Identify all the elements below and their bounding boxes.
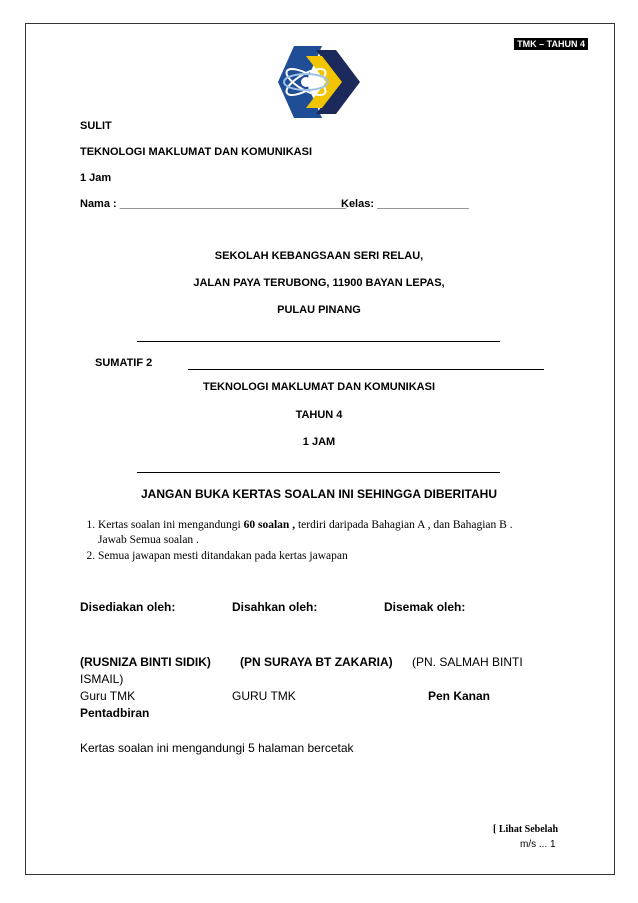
school-state: PULAU PINANG (277, 304, 361, 316)
page-number: m/s ... 1 (520, 839, 556, 850)
approved-by-label: Disahkan oleh: (232, 600, 318, 614)
pages-note: Kertas soalan ini mengandungi 5 halaman bercetak (80, 741, 354, 755)
school-name: SEKOLAH KEBANGSAAN SERI RELAU, (214, 250, 424, 262)
signatory-role-3-cont: Pentadbiran (80, 706, 150, 720)
signatory-role-1: Guru TMK (80, 689, 136, 703)
exam-label: SUMATIF 2 (95, 357, 153, 369)
see-next-page: [ Lihat Sebelah (493, 824, 559, 835)
warning-text: JANGAN BUKA KERTAS SOALAN INI SEHINGGA DIBERITAHU (140, 487, 497, 501)
divider-2 (188, 369, 544, 370)
signatory-role-2: GURU TMK (232, 689, 296, 703)
divider-1 (137, 341, 500, 342)
signatory-role-3: Pen Kanan (428, 689, 491, 703)
prepared-by-label: Disediakan oleh: (80, 600, 176, 614)
class-field: Kelas: _______________ (341, 198, 469, 210)
sulit-label: SULIT (80, 120, 112, 132)
checked-by-label: Disemak oleh: (384, 600, 466, 614)
duration: 1 Jam (80, 172, 112, 184)
exam-time: 1 JAM (302, 436, 336, 448)
subject-title: TEKNOLOGI MAKLUMAT DAN KOMUNIKASI (80, 146, 312, 158)
header-tag: TMK – TAHUN 4 (514, 38, 588, 50)
signatory-name-3: (PN. SALMAH BINTI (412, 655, 523, 669)
name-field: Nama : _____________________________________ (80, 198, 347, 210)
atom-arrow-logo-icon (276, 42, 368, 122)
instruction-item: 2. Semua jawapan mesti ditandakan pada kertas jawapan (98, 549, 538, 564)
exam-year: TAHUN 4 (295, 409, 343, 421)
signatory-name-1: (RUSNIZA BINTI SIDIK) (80, 655, 211, 669)
signatory-name-3-cont: ISMAIL) (80, 672, 124, 686)
instruction-item: 1. Kertas soalan ini mengandungi 60 soalan , terdiri daripada Bahagian A , dan Bahagian B . Jawab Semua soalan . (98, 518, 538, 548)
instructions-list (80, 518, 538, 565)
divider-3 (137, 472, 500, 473)
signatory-name-2: (PN SURAYA BT ZAKARIA) (240, 655, 393, 669)
exam-subject: TEKNOLOGI MAKLUMAT DAN KOMUNIKASI (203, 381, 435, 393)
school-address: JALAN PAYA TERUBONG, 11900 BAYAN LEPAS, (193, 277, 445, 289)
